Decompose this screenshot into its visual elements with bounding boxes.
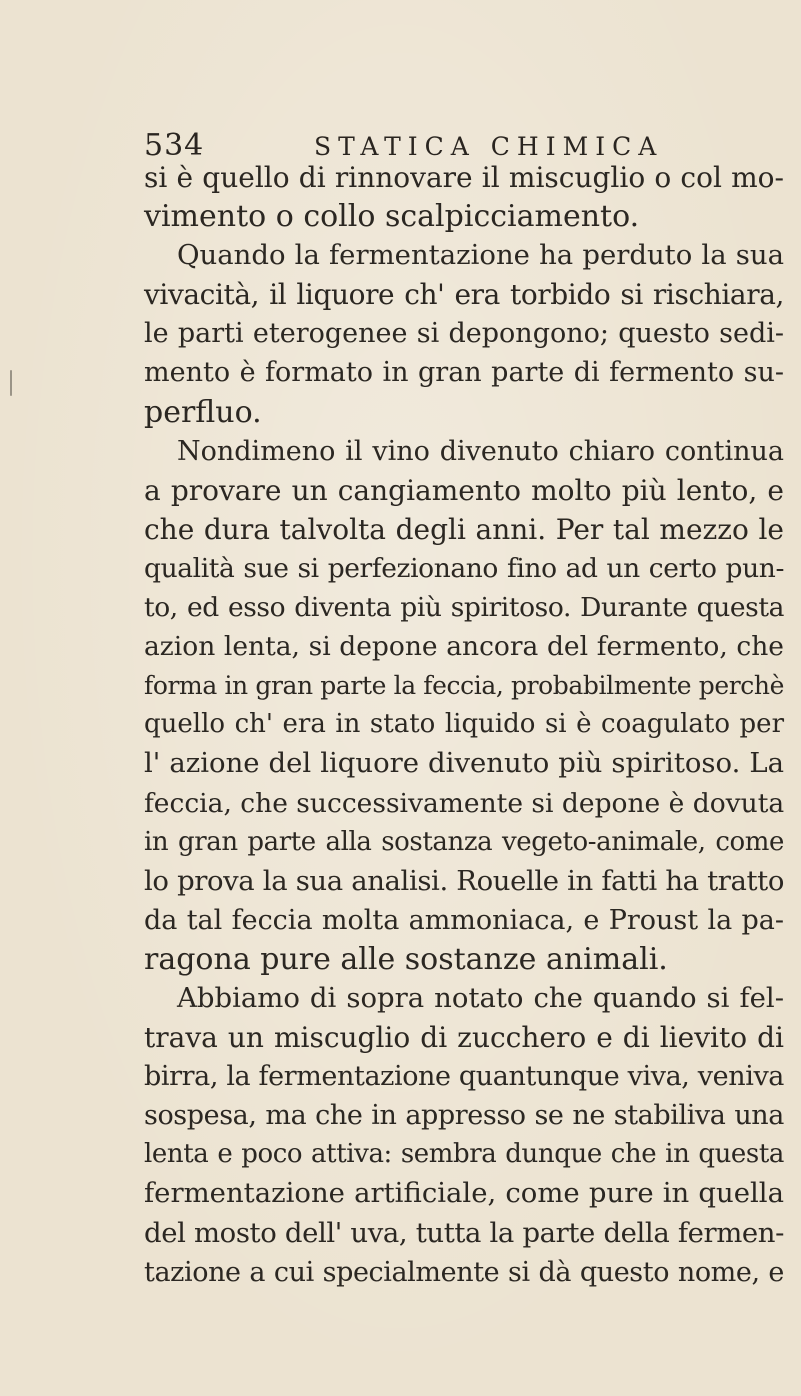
text-line: qualità sue si perfezionano fino ad un certo pun-	[144, 552, 784, 584]
text-line: tazione a cui specialmente si dà questo nome, e	[144, 1256, 784, 1288]
paragraph-start-line: Abbiamo di sopra notato che quando si fel-	[177, 981, 784, 1014]
text-line: le parti eterogenee si depongono; questo sedi-	[144, 318, 784, 350]
paragraph-start-line: Quando la fermentazione ha perduto la sua	[177, 239, 784, 272]
text-line: forma in gran parte la feccia, probabilmente perchè	[144, 671, 784, 701]
text-line: si è quello di rinnovare il miscuglio o col mo-	[144, 161, 784, 194]
text-line: quello ch' era in stato liquido si è coagulato per	[144, 709, 784, 740]
text-line: ragona pure alle sostanze animali.	[144, 941, 668, 977]
gutter-mark	[10, 370, 12, 396]
text-line: lenta e poco attiva: sembra dunque che in questa	[144, 1139, 784, 1170]
text-line: mento è formato in gran parte di fermento su-	[144, 357, 784, 389]
paragraph-start-line: Nondimeno il vino divenuto chiaro continua	[177, 435, 784, 467]
text-line: in gran parte alla sostanza vegeto-animale, come	[144, 826, 784, 857]
text-line: fermentazione artificiale, come pure in quella	[144, 1177, 784, 1210]
text-line: del mosto dell' uva, tutta la parte della fermen-	[144, 1216, 784, 1249]
text-line: birra, la fermentazione quantunque viva, veniva	[144, 1061, 784, 1093]
text-line: sospesa, ma che in appresso se ne stabiliva una	[144, 1100, 784, 1132]
text-line: vimento o collo scalpicciamento.	[144, 199, 640, 235]
page-number: 534	[144, 128, 205, 163]
text-line: azion lenta, si depone ancora del fermento, che	[144, 631, 784, 663]
running-head: STATICA CHIMICA	[314, 132, 664, 161]
text-line: trava un miscuglio di zucchero e di lievito di	[144, 1021, 784, 1055]
text-line: che dura talvolta degli anni. Per tal mezzo le	[144, 512, 784, 546]
text-line: da tal feccia molta ammoniaca, e Proust la pa-	[144, 904, 784, 936]
text-line: l' azione del liquore divenuto più spiritoso. La	[144, 747, 784, 780]
body-text	[144, 158, 784, 1292]
text-line: to, ed esso diventa più spiritoso. Durante questa	[144, 592, 784, 624]
text-line: feccia, che successivamente si depone è dovuta	[144, 787, 785, 819]
text-line: lo prova la sua analisi. Rouelle in fatti ha tratto	[144, 864, 784, 897]
text-line: vivacità, il liquore ch' era torbido si rischiara,	[144, 278, 784, 312]
text-line: a provare un cangiamento molto più lento, e	[144, 473, 784, 507]
text-line: perfluo.	[144, 394, 262, 430]
